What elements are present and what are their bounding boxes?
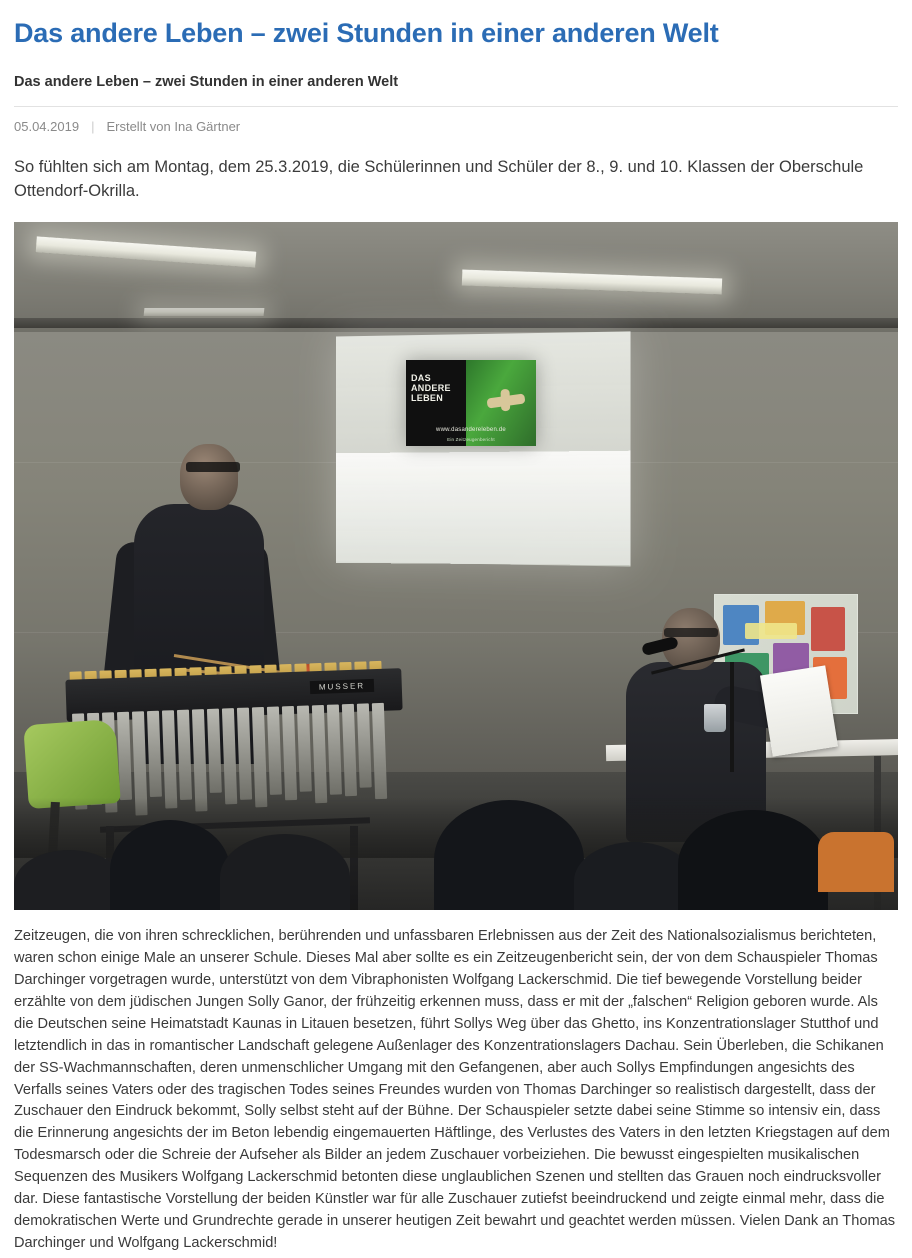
- slide-title-line3: LEBEN: [411, 393, 444, 404]
- ceiling-beam: [14, 318, 898, 328]
- article-author: Erstellt von Ina Gärtner: [106, 118, 241, 134]
- presentation-slide: [406, 360, 536, 446]
- musician-glasses: [186, 462, 240, 472]
- article-page: [0, 18, 912, 1255]
- musician-head: [180, 444, 238, 510]
- artwork-shape: [745, 623, 797, 639]
- audience-silhouette: [678, 810, 828, 910]
- instrument-brand-label: MUSSER: [310, 679, 374, 694]
- water-glass: [704, 704, 726, 732]
- slide-title-line1: DAS: [411, 373, 431, 384]
- meta-divider: [14, 106, 898, 107]
- article-meta: [14, 119, 898, 135]
- artwork-shape: [811, 607, 845, 651]
- slide-title: [411, 373, 451, 403]
- audience-silhouette: [110, 820, 230, 910]
- article-lead: So fühlten sich am Montag, dem 25.3.2019, die Schülerinnen und Schüler der 8., 9. und 10. Klassen der Oberschule Ottendorf-Okrilla.: [14, 158, 864, 201]
- slide-figure-graphic: [486, 394, 525, 409]
- article-body: Zeitzeugen, die von ihren schrecklichen, berührenden und unfassbaren Erlebnissen aus der Zeit des Nationalsozialismus berichteten, waren schon einige Male an unserer Schule. Dieses Mal aber sollte es ein Zeitzeugenbericht sein, der von dem Schauspieler Thomas Darchinger vorgetragen wurde, unterstützt von dem Vibraphonisten Wolfgang Lackerschmid. Die tief bewegende Vorstellung beider erzählte von dem jüdischen Jungen Solly Ganor, der frühzeitig erkennen muss, dass er mit der „falschen“ Religion geboren wurde. Als die Deutschen seine Heimatstadt Kaunas in Litauen besetzen, führt Sollys Weg über das Ghetto, ins Konzentrationslager Stutthof und letztendlich in das in romantischer Landschaft gelegene Außenlager des Konzentrationslagers Dachau. Sein Überleben, die Schikanen der SS-Wachmannschaften, deren unmenschlicher Umgang mit den Gefangenen, aber auch Sollys Empfindungen angesichts des Verfalls seines Vaters oder des tragischen Todes seines Freundes wurden von Thomas Darchinger so realistisch dargestellt, dass der Zuschauer den Eindruck bekommt, Solly selbst steht auf der Bühne. Der Schauspieler setzte dabei seine Stimme so intensiv ein, dass die Erinnerung angesichts der im Beton lebendig eingemauerten Häftlinge, des Verlustes des Vaters in den letzten Kriegstagen auf dem Todesmarsch oder die Schreie der Aufseher als Bilder an jedem Zuschauer vorbeiziehen. Die bewusst eingespielten musikalischen Sequenzen des Musikers Wolfgang Lackerschmid betonten diese unglaublichen Szenen und stellten das Grauen noch eindrucksvoller dar. Diese fantastische Vorstellung der beiden Künstler war für alle Zuschauer zutiefst beeindruckend und zeigte einmal mehr, dass die demokratischen Werte und Grundrechte gerade in unserer heutigen Zeit bewahrt und geachtet werden müssen. Vielen Dank an Thomas Darchinger und Wolfgang Lackerschmid!: [14, 928, 896, 1251]
- slide-url: www.dasandereleben.de: [436, 427, 506, 434]
- audience-silhouette: [434, 800, 584, 910]
- audience-jacket: [818, 832, 894, 892]
- slide-subline: Ein Zeitzeugenbericht: [447, 437, 495, 443]
- microphone-pole: [730, 662, 734, 772]
- audience-silhouette: [574, 842, 694, 910]
- publish-date: 05.04.2019: [14, 118, 80, 134]
- article-subtitle: Das andere Leben – zwei Stunden in einer anderen Welt: [14, 74, 399, 91]
- manuscript-paper: [760, 666, 838, 757]
- ceiling-lamp-icon: [144, 308, 265, 316]
- green-chair: [23, 719, 121, 809]
- slide-title-line2: ANDERE: [411, 383, 451, 394]
- photo-scene: [14, 222, 898, 910]
- article-photo: [14, 222, 898, 910]
- meta-separator: |: [91, 118, 95, 134]
- audience-silhouette: [14, 850, 124, 910]
- page-title: Das andere Leben – zwei Stunden in einer anderen Welt: [14, 18, 719, 48]
- projection-screen-lower: [336, 451, 631, 566]
- audience-silhouette: [220, 834, 350, 910]
